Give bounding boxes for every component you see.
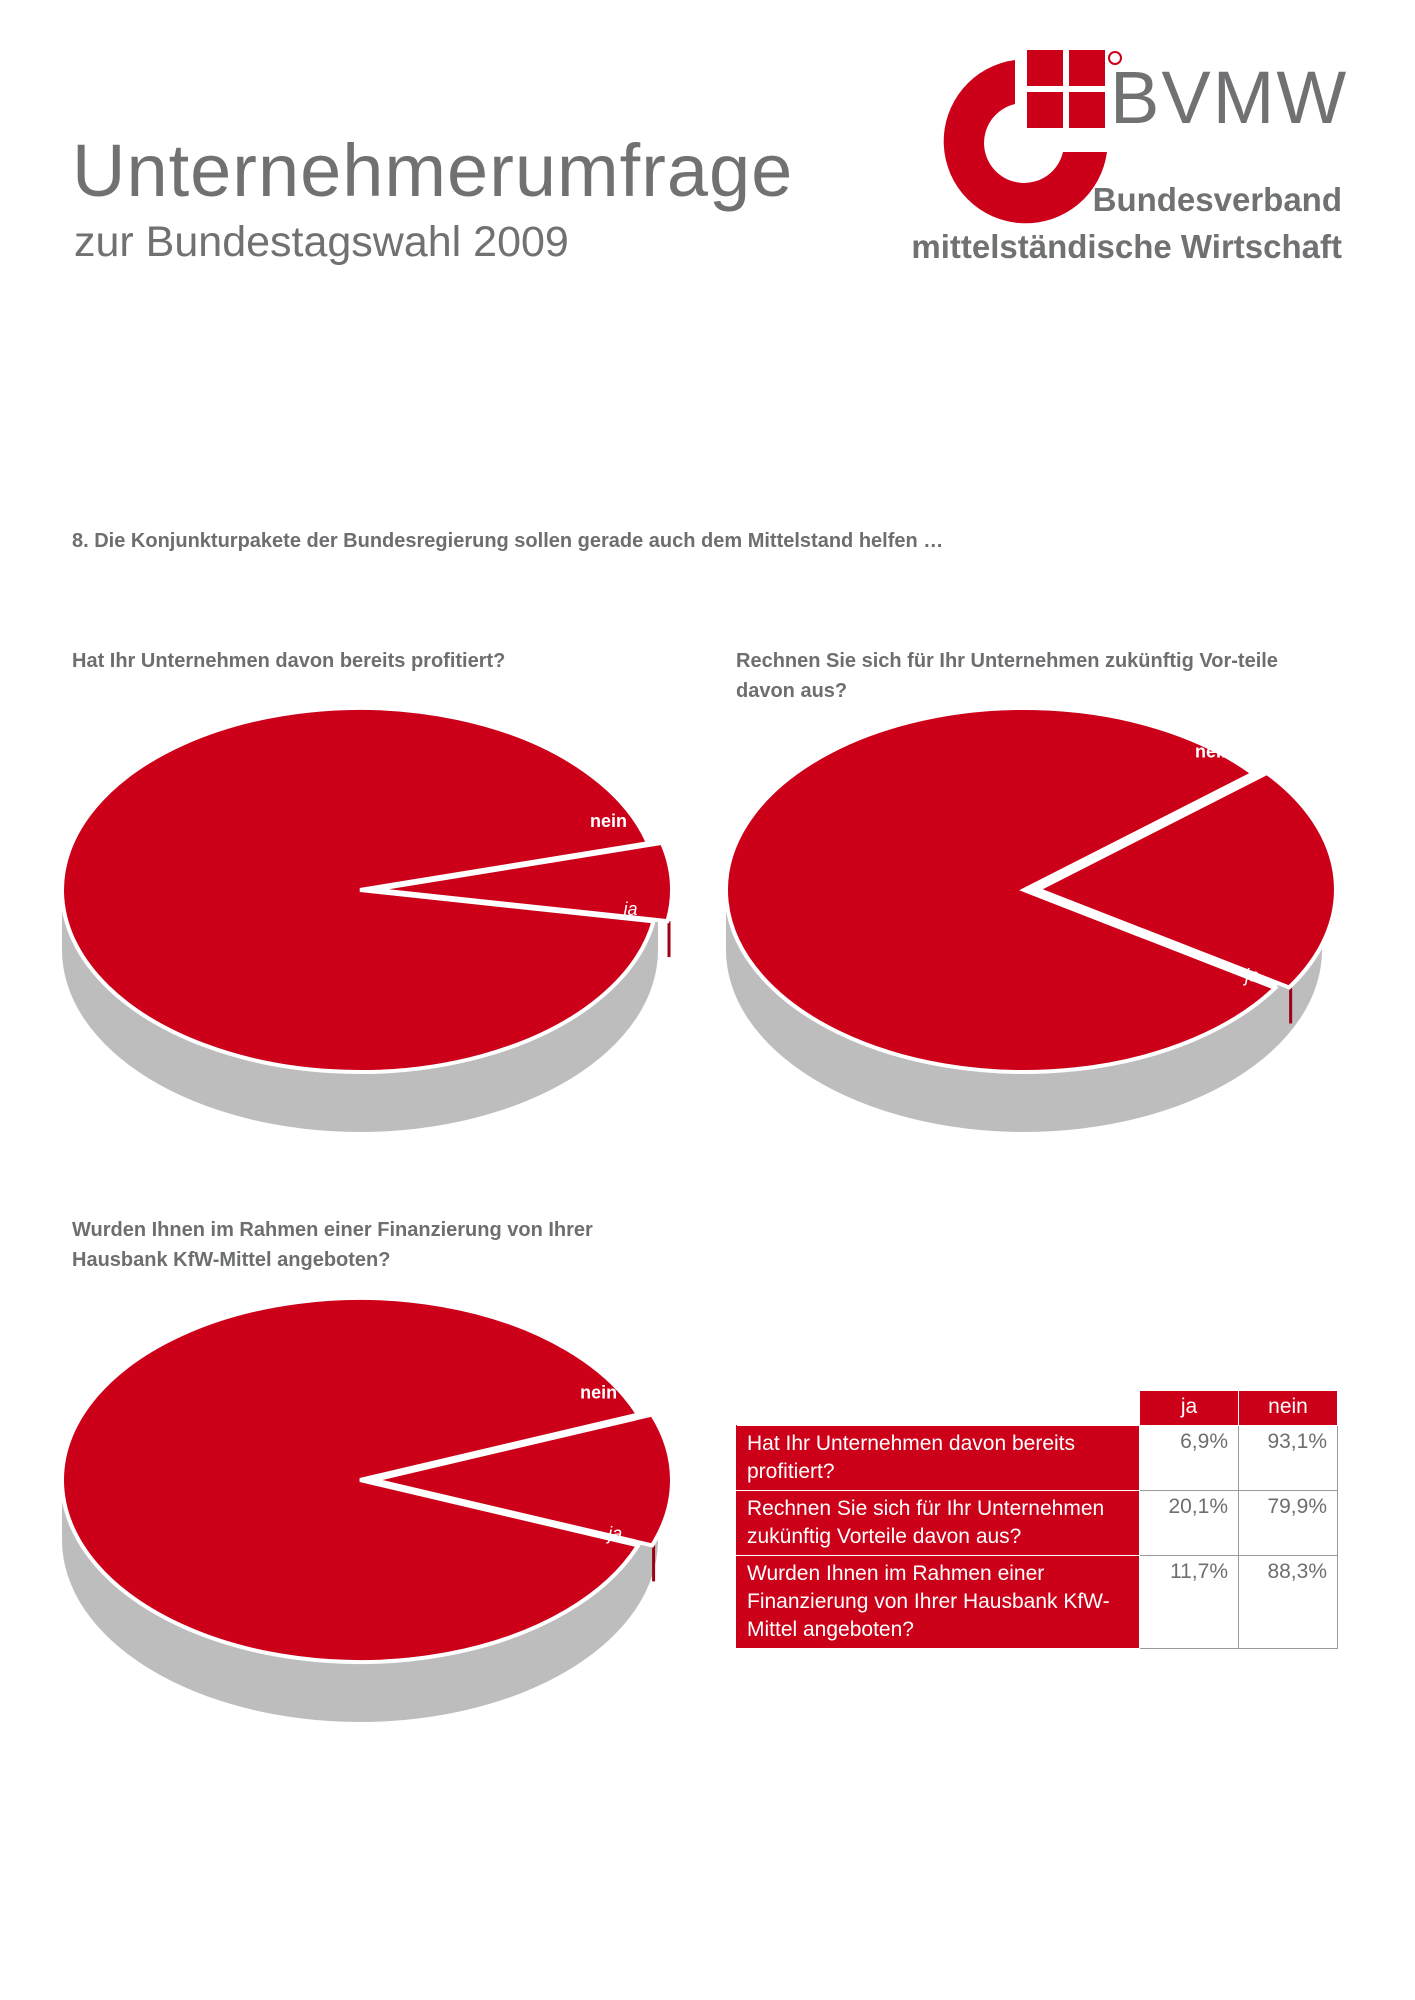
logo-line-2: mittelständische Wirtschaft [911,228,1342,265]
pie-3-slice-ja-side [652,1545,655,1581]
table-header-ja: ja [1140,1391,1239,1426]
chart-2-title: Rechnen Sie sich für Ihr Unternehmen zukünftig Vor-teile davon aus? [736,650,1278,702]
page-subtitle: zur Bundestagswahl 2009 [74,218,569,266]
logo-name: BVMW [1110,56,1349,139]
page-title: Unternehmerumfrage [72,129,794,212]
table-row [737,1556,1338,1649]
pie-chart-3 [60,1290,700,1720]
pie-3-label-ja: ja [608,1523,623,1544]
results-table [736,1390,1338,1649]
pie-2-slice-ja-side [1289,987,1292,1023]
pie-1-label-ja: ja [623,899,638,920]
table-cell-nein: 93,1% [1239,1426,1338,1491]
table-header-row [737,1391,1338,1426]
pie-1-label-nein: nein [589,811,627,832]
table-row [737,1491,1338,1556]
pie-chart-1 [60,700,700,1130]
pie-2-label-nein: nein [1194,741,1232,762]
table-cell-nein: 79,9% [1239,1491,1338,1556]
table-cell-nein: 88,3% [1239,1556,1338,1649]
chart-3-title: Wurden Ihnen im Rahmen einer Finanzierung von Ihrer Hausbank KfW-Mittel angeboten? [72,1219,593,1271]
question-heading: 8. Die Konjunkturpakete der Bundesregierung sollen gerade auch dem Mittelstand helfen … [72,530,944,552]
pie-chart-2 [724,700,1364,1130]
pie-3-label-nein: nein [580,1382,618,1403]
table-header-blank [737,1391,1140,1426]
table-row-label: Rechnen Sie sich für Ihr Unternehmen zukünftig Vorteile davon aus? [737,1491,1140,1556]
pie-1-slice-ja-side [668,921,671,957]
table-row-label: Hat Ihr Unternehmen davon bereits profitiert? [737,1426,1140,1491]
table-row [737,1426,1338,1491]
table-cell-ja: 20,1% [1140,1491,1239,1556]
table-cell-ja: 6,9% [1140,1426,1239,1491]
table-header-nein: nein [1239,1391,1338,1426]
table-row-label: Wurden Ihnen im Rahmen einer Finanzierung von Ihrer Hausbank KfW-Mittel angeboten? [737,1556,1140,1649]
chart-1-title: Hat Ihr Unternehmen davon bereits profitiert? [72,650,506,672]
logo-line-1: Bundesverband [1092,181,1342,218]
table-cell-ja: 11,7% [1140,1556,1239,1649]
pie-2-label-ja: ja [1245,965,1260,986]
